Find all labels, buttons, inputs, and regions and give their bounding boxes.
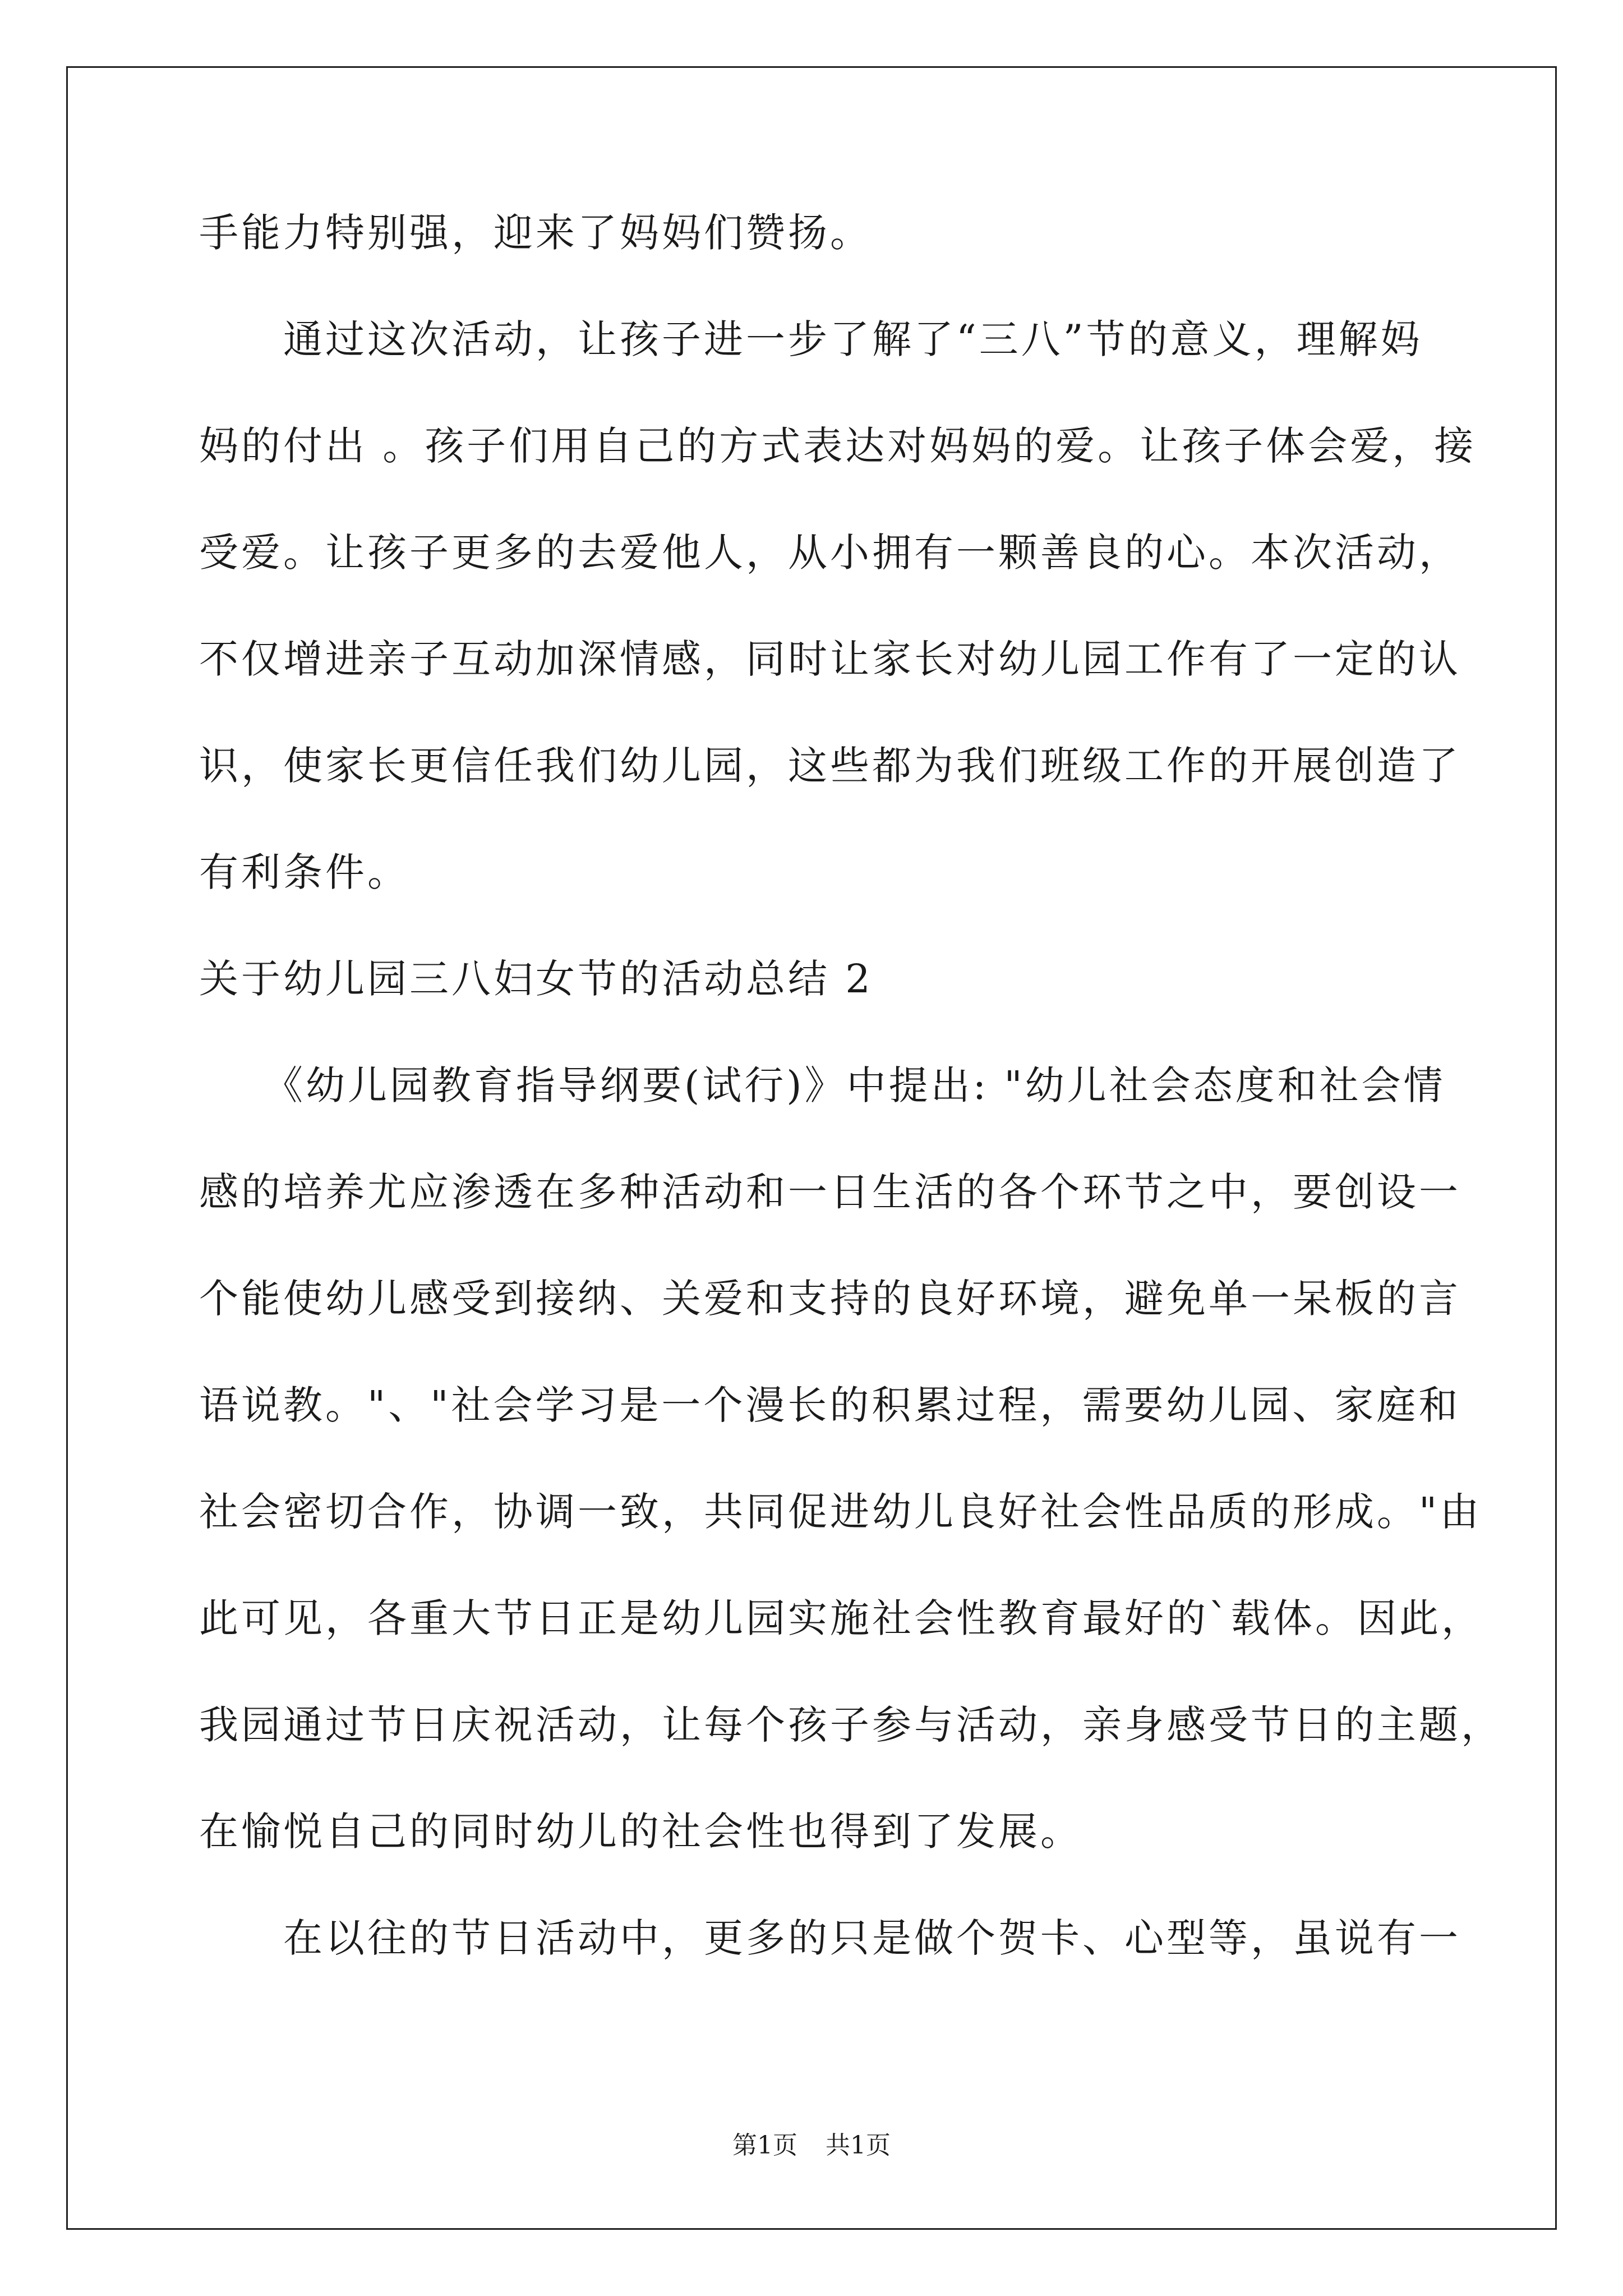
page-footer: [0, 2129, 1623, 2162]
text-line: 语说教。"、"社会学习是一个漫长的积累过程，需要幼儿园、家庭和: [199, 1382, 1461, 1428]
page-total: 共1页: [826, 2131, 891, 2160]
page-number: 第1页: [732, 2131, 797, 2160]
text-line: 受爱。让孩子更多的去爱他人，从小拥有一颗善良的心。本次活动，: [199, 530, 1461, 576]
text-line: 在以往的节日活动中，更多的只是做个贺卡、心型等，虽说有一: [199, 1915, 1461, 1961]
text-line: 在愉悦自己的同时幼儿的社会性也得到了发展。: [199, 1809, 1082, 1855]
text-line: 此可见，各重大节日正是幼儿园实施社会性教育最好的`载体。因此，: [199, 1595, 1483, 1641]
text-line: 我园通过节日庆祝活动，让每个孩子参与活动，亲身感受节日的主题，: [199, 1702, 1503, 1748]
text-line: 识，使家长更信任我们幼儿园，这些都为我们班级工作的开展创造了: [199, 743, 1461, 789]
section-heading: 关于幼儿园三八妇女节的活动总结 2: [199, 956, 873, 1002]
page-border: [66, 66, 1557, 2230]
text-line: 社会密切合作，协调一致，共同促进幼儿良好社会性品质的形成。"由: [199, 1489, 1482, 1535]
text-line: 感的培养尤应渗透在多种活动和一日生活的各个环节之中，要创设一: [199, 1169, 1461, 1215]
text-line: 手能力特别强，迎来了妈妈们赞扬。: [199, 210, 872, 256]
text-line: 不仅增进亲子互动加深情感，同时让家长对幼儿园工作有了一定的认: [199, 636, 1461, 682]
text-line: 有利条件。: [199, 849, 409, 895]
text-line: 个能使幼儿感受到接纳、关爱和支持的良好环境，避免单一呆板的言: [199, 1276, 1461, 1322]
text-line: 通过这次活动，让孩子进一步了解了“三八”节的意义，理解妈: [199, 316, 1423, 362]
text-line: 妈的付出 。孩子们用自己的方式表达对妈妈的爱。让孩子体会爱，接: [199, 423, 1477, 469]
text-line: 《幼儿园教育指导纲要(试行)》中提出: "幼儿社会态度和社会情: [199, 1062, 1446, 1108]
